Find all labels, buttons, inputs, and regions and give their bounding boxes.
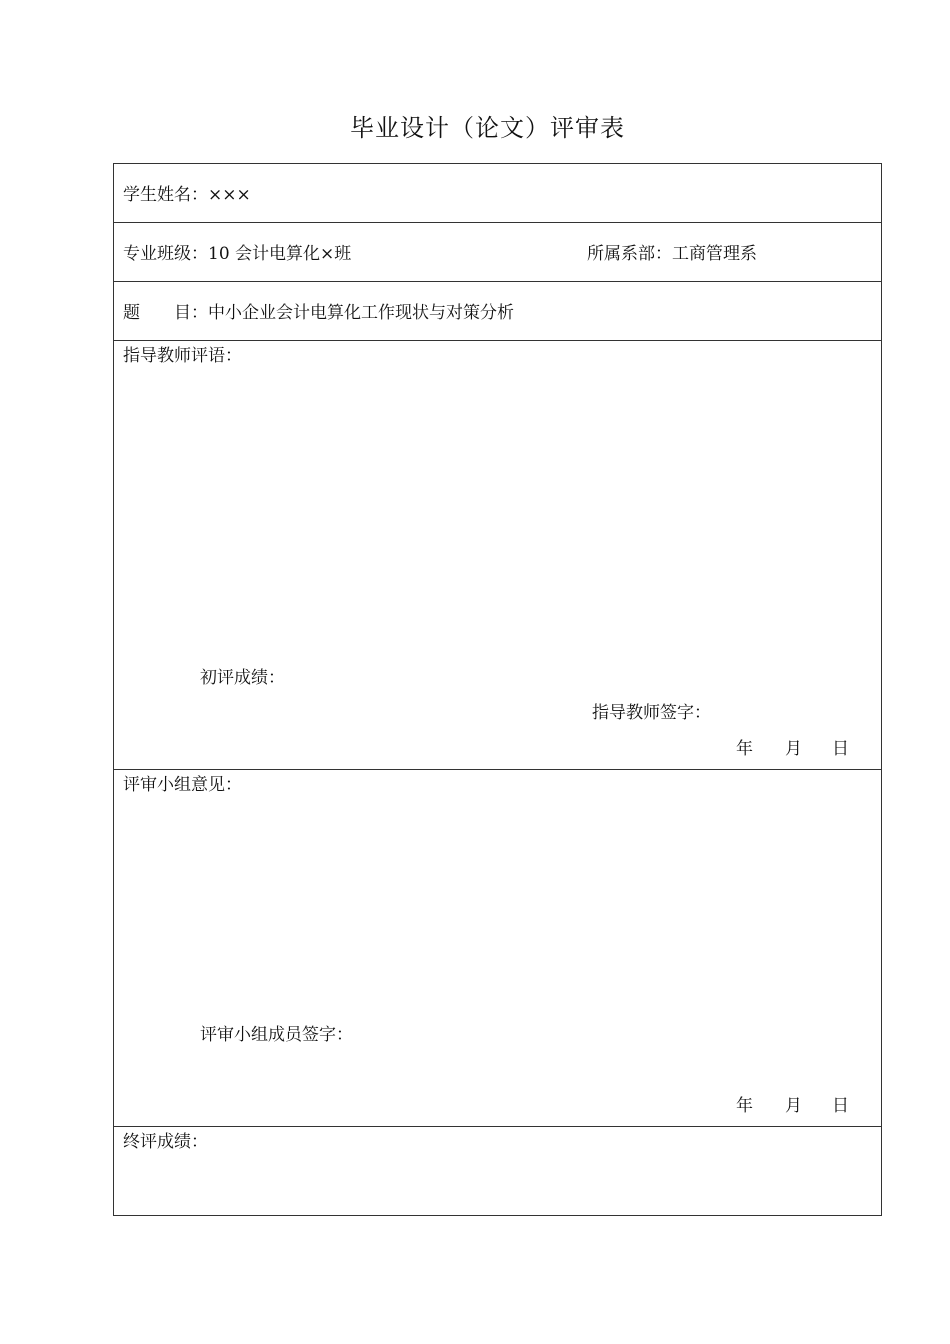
advisor-date-month: 月 bbox=[785, 739, 802, 759]
final-grade-heading: 终评成绩： bbox=[123, 1132, 208, 1152]
topic-row bbox=[114, 282, 881, 341]
class-department-row bbox=[114, 223, 881, 282]
advisor-signature-label: 指导教师签字： bbox=[592, 703, 711, 723]
topic-field: 题 目：中小企业会计电算化工作现状与对策分析 bbox=[123, 303, 514, 323]
final-grade-section bbox=[114, 1127, 881, 1215]
panel-opinion-section bbox=[114, 770, 881, 1127]
student-name-field: 学生姓名：××× bbox=[123, 185, 251, 205]
panel-opinion-heading: 评审小组意见： bbox=[123, 775, 242, 795]
panel-date-year: 年 bbox=[736, 1096, 753, 1116]
department-field: 所属系部：工商管理系 bbox=[587, 244, 757, 264]
advisor-date-day: 日 bbox=[832, 739, 849, 759]
page-title: 毕业设计（论文）评审表 bbox=[350, 114, 625, 142]
advisor-comments-section bbox=[114, 341, 881, 770]
panel-date-month: 月 bbox=[785, 1096, 802, 1116]
advisor-comments-heading: 指导教师评语： bbox=[123, 346, 242, 366]
advisor-date-year: 年 bbox=[736, 739, 753, 759]
panel-signature-label: 评审小组成员签字： bbox=[200, 1025, 353, 1045]
panel-date-day: 日 bbox=[832, 1096, 849, 1116]
major-class-field: 专业班级：10 会计电算化×班 bbox=[123, 244, 352, 264]
student-name-row bbox=[114, 164, 881, 223]
review-form-table bbox=[113, 163, 882, 1216]
initial-grade-label: 初评成绩： bbox=[200, 668, 285, 688]
